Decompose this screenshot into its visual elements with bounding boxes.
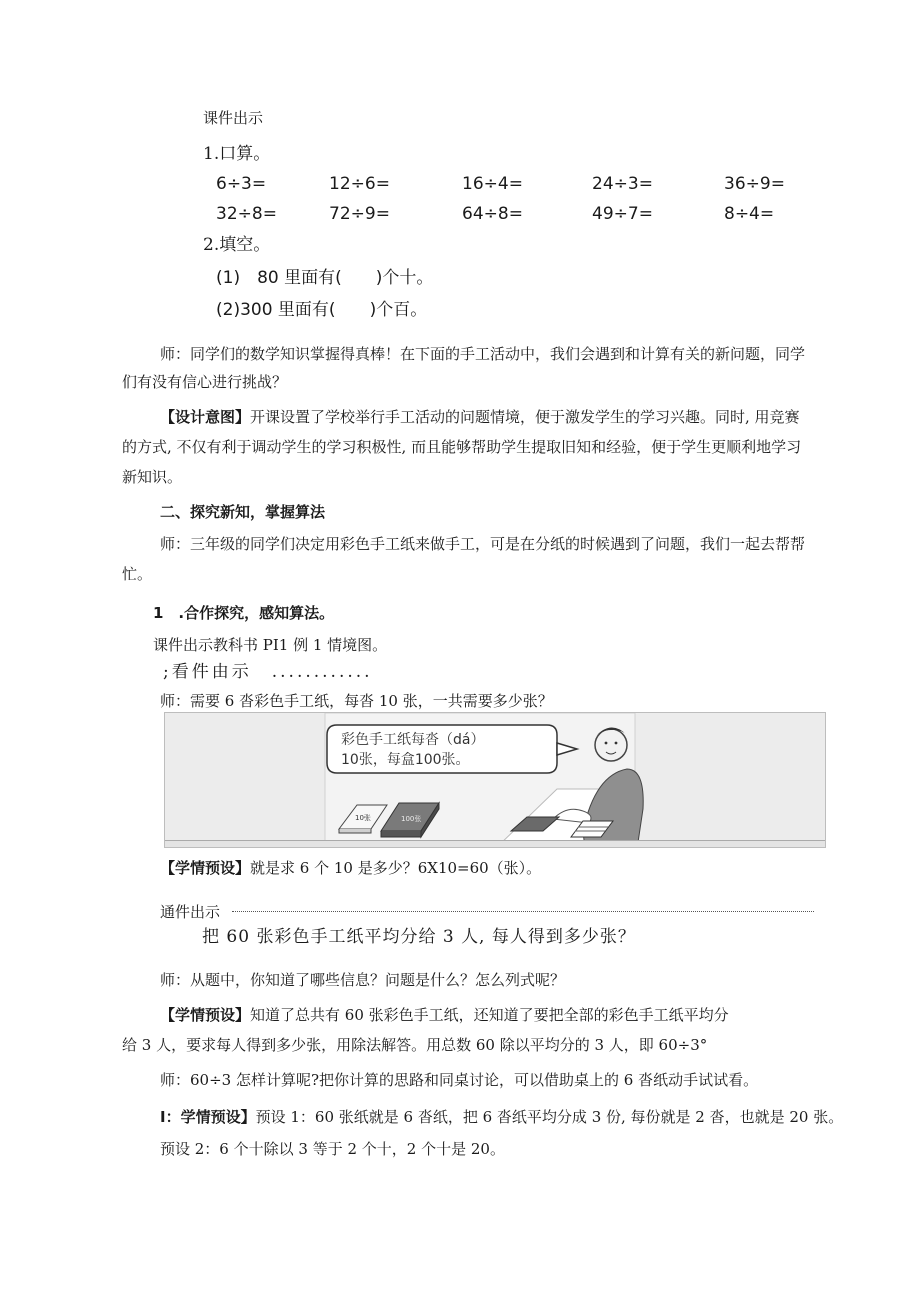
illustration-frame-bottom: [165, 840, 825, 847]
problem-statement: 把 60 张彩色手工纸平均分给 3 人, 每人得到多少张？: [202, 927, 636, 947]
teacher-line-1a: 师：同学们的数学知识掌握得真棒！在下面的手工活动中，我们会遇到和计算有关的新问题，同学: [160, 345, 806, 363]
textbook-show-line: 课件出示教科书 PI1 例 1 情境图。: [153, 636, 388, 654]
courseware-dots-line: ;看件由示 ............: [163, 662, 373, 682]
fill-blank-2: (2)300 里面有( )个百。: [216, 300, 428, 320]
bubble-text-1: 彩色手工纸每沓（dá）: [341, 732, 485, 748]
oral-item: 8÷4=: [724, 204, 775, 224]
teacher-line-5: 师：60÷3 怎样计算呢?把你计算的思路和同桌讨论，可以借助桌上的 6 沓纸动手试试看。: [160, 1071, 759, 1089]
teacher-line-3: 师：需要 6 沓彩色手工纸，每沓 10 张，一共需要多少张？: [160, 692, 553, 710]
bubble-text-2: 10张，每盒100张。: [341, 752, 470, 768]
preset-line-2b: 给 3 人，要求每人得到多少张，用除法解答。用总数 60 除以平均分的 3 人，即 60÷3°: [122, 1036, 708, 1054]
preset-label-partial: I：学情预设】: [160, 1108, 256, 1126]
design-intent-line-2: 的方式, 不仅有利于调动学生的学习积极性, 而且能够帮助学生提取旧知和经验，便于学生更顺利地学习: [122, 438, 802, 456]
oral-item: 32÷8=: [216, 204, 277, 224]
preset-text: 就是求 6 个 10 是多少？6X10=60（张）。: [250, 859, 542, 877]
scenario-illustration: [164, 712, 826, 848]
oral-item: 24÷3=: [592, 174, 653, 194]
design-intent-text: 开课设置了学校举行手工活动的问题情境，便于激发学生的学习兴趣。同时, 用竞赛: [250, 408, 800, 426]
section-heading-2: 二、探究新知，掌握算法: [160, 503, 326, 521]
teacher-line-1b: 们有没有信心进行挑战？: [122, 373, 288, 391]
design-intent-label: 【设计意图】: [160, 408, 251, 426]
oral-item: 64÷8=: [462, 204, 523, 224]
teacher-line-4: 师：从题中，你知道了哪些信息？问题是什么？怎么列式呢？: [160, 971, 566, 989]
oral-item: 49÷7=: [592, 204, 653, 224]
preset-line-3: [160, 1107, 843, 1127]
oral-item: 72÷9=: [329, 204, 390, 224]
scenario-svg: [165, 713, 826, 848]
teacher-line-2b: 忙。: [122, 565, 153, 583]
preset-text: 预设 1：60 张纸就是 6 沓纸，把 6 沓纸平均分成 3 份, 每份就是 2 沓，也就是 20 张。: [255, 1108, 844, 1126]
preset-label: 【学情预设】: [160, 859, 251, 877]
courseware-show-heading: 课件出示: [203, 109, 264, 127]
stack-label: 10张: [355, 814, 371, 822]
oral-item: 36÷9=: [724, 174, 785, 194]
box-label: 100张: [401, 815, 422, 823]
oral-item: 6÷3=: [216, 174, 267, 194]
courseware-show-2: 通件出示: [160, 903, 221, 921]
preset-line-1: [160, 858, 541, 878]
design-intent-line-1: [160, 407, 800, 427]
preset-label: 【学情预设】: [160, 1006, 251, 1024]
oral-item: 12÷6=: [329, 174, 390, 194]
teacher-line-2a: 师：三年级的同学们决定用彩色手工纸来做手工，可是在分纸的时候遇到了问题，我们一起去帮帮: [160, 535, 806, 553]
fill-blank-title: 2.填空。: [203, 235, 271, 255]
step-1-heading: 1 .合作探究，感知算法。: [153, 604, 335, 622]
preset-line-2a: [160, 1005, 729, 1025]
preset-text: 知道了总共有 60 张彩色手工纸，还知道了要把全部的彩色手工纸平均分: [250, 1006, 729, 1024]
design-intent-line-3: 新知识。: [122, 468, 183, 486]
oral-item: 16÷4=: [462, 174, 523, 194]
dotted-leader: [232, 910, 814, 912]
oral-calc-title: 1.口算。: [203, 144, 271, 164]
preset-line-4: 预设 2：6 个十除以 3 等于 2 个十，2 个十是 20。: [160, 1140, 505, 1158]
fill-blank-1: (1) 80 里面有( )个十。: [216, 268, 434, 288]
